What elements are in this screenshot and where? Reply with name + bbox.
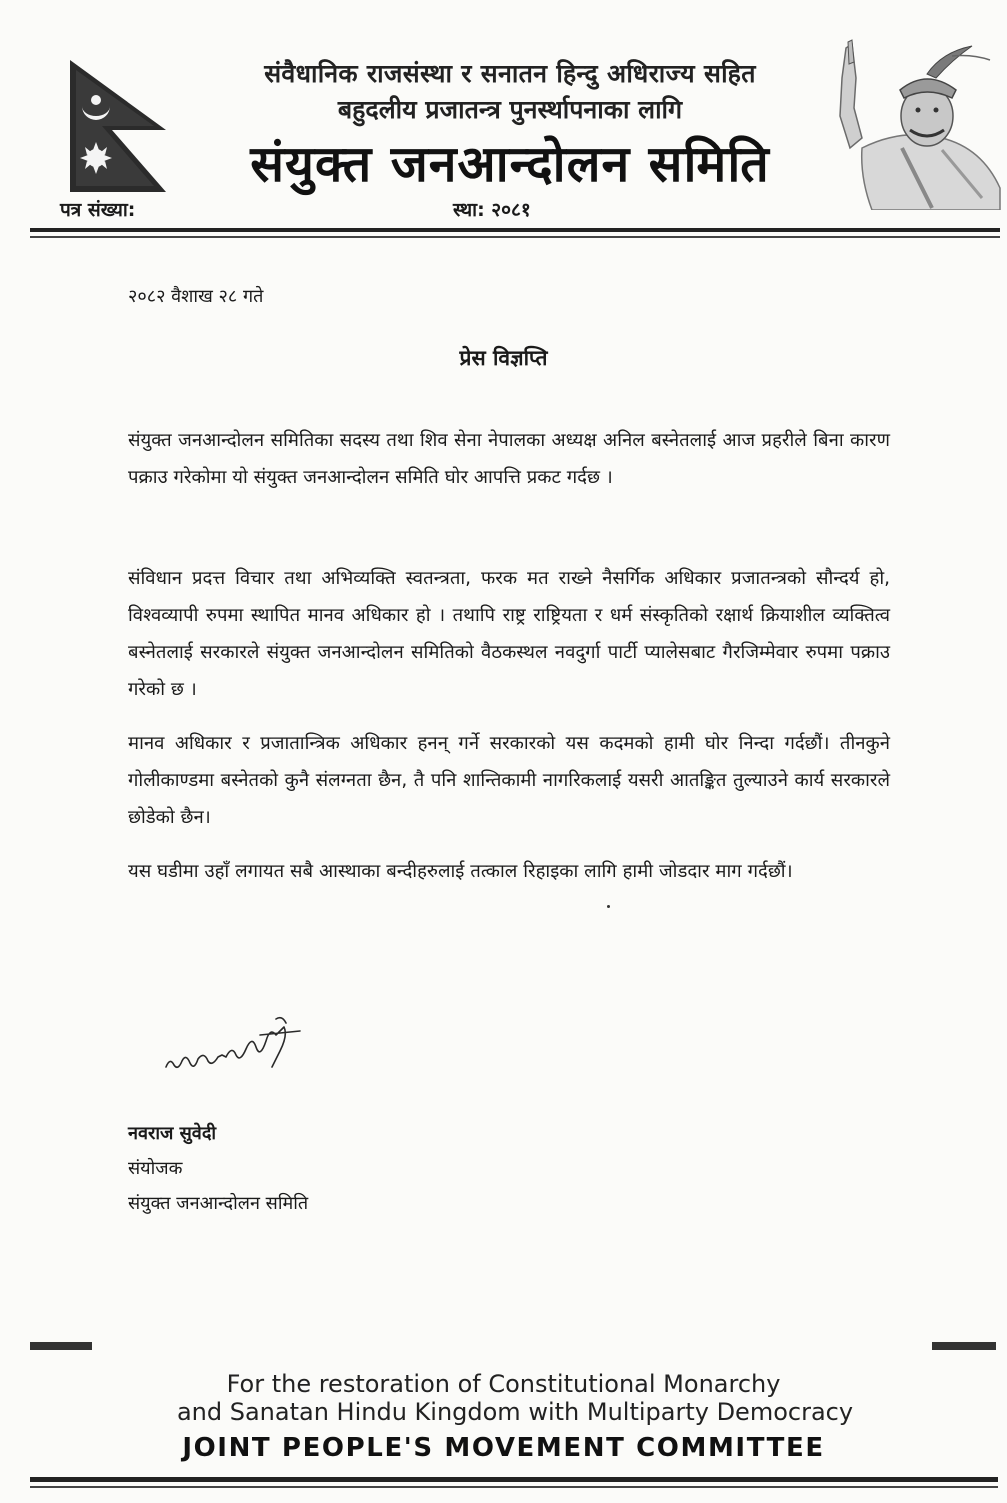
body-paragraph: मानव अधिकार र प्रजातान्त्रिक अधिकार हनन् गर्ने सरकारको यस कदमको हामी घोर निन्दा गर्दछौं। तीनकुने गोलीकाण्डमा बस्नेतको कुनै संलग्नता छैन, तै पनि शान्तिकामी नागरिकलाई यसरी आतङ्कित तुल्याउने कार्य सरकारले छोडेको छैन।	[128, 733, 890, 828]
body-paragraph: संयुक्त जनआन्दोलन समितिका सदस्य तथा शिव सेना नेपालका अध्यक्ष अनिल बस्नेतलाई आज प्रहरीले बिना कारण पक्राउ गरेकोमा यो संयुक्त जनआन्दोलन समिति घोर आपत्ति प्रकट गर्दछ ।	[128, 430, 890, 488]
stray-dot	[607, 905, 610, 908]
header-rule-thick	[30, 228, 1000, 232]
footer-rule-thick	[30, 1477, 998, 1482]
footer-line-1: For the restoration of Constitutional Monarchy	[226, 1370, 781, 1398]
letterhead-subtitle-2: बहुदलीय प्रजातन्त्र पुनर्स्थापनाका लागि	[337, 95, 683, 124]
signatory-organization: संयुक्त जनआन्दोलन समिति	[128, 1193, 309, 1214]
signatory-role: संयोजक	[128, 1158, 183, 1179]
signatory-name: नवराज सुवेदी	[128, 1123, 217, 1144]
handwritten-signature	[160, 1005, 310, 1085]
body-paragraph: संविधान प्रदत्त विचार तथा अभिव्यक्ति स्वतन्त्रता, फरक मत राख्ने नैसर्गिक अधिकार प्रजातन्त्रको सौन्दर्य हो, विश्वव्यापी रुपमा स्थापित मानव अधिकार हो । तथापि राष्ट्र राष्ट्रियता र धर्म संस्कृतिको रक्षार्थ क्रियाशील व्यक्तित्व बस्नेतलाई सरकारले संयुक्त जनआन्दोलन समितिको वैठकस्थल नवदुर्गा पार्टी प्यालेसबाट गैरजिम्मेवार रुपमा पक्राउ गरेको छ ।	[128, 568, 890, 700]
body-paragraph: यस घडीमा उहाँ लगायत सबै आस्थाका बन्दीहरुलाई तत्काल रिहाइका लागि हामी जोडदार माग गर्दछौं।	[128, 861, 793, 882]
established-label: स्था: २०८१	[453, 199, 531, 221]
letterhead-committee-name: संयुक्त जनआन्दोलन समिति	[250, 135, 770, 193]
footer-committee-name: JOINT PEOPLE'S MOVEMENT COMMITTEE	[182, 1433, 825, 1463]
footer-dash-right	[932, 1342, 996, 1350]
footer-rule-thin	[30, 1486, 998, 1488]
king-portrait-image	[832, 38, 1002, 210]
reference-number-label: पत्र संख्या:	[60, 199, 136, 221]
letter-title: प्रेस विज्ञप्ति	[459, 346, 548, 370]
footer-line-2: and Sanatan Hindu Kingdom with Multiparty Democracy	[176, 1398, 854, 1426]
letterhead-subtitle-1: संवैधानिक राजसंस्था र सनातन हिन्दु अधिराज्य सहित	[264, 59, 756, 88]
footer-dash-left	[30, 1342, 92, 1350]
header-rule-thin	[30, 236, 1000, 238]
letter-date: २०८२ वैशाख २८ गते	[128, 286, 264, 307]
